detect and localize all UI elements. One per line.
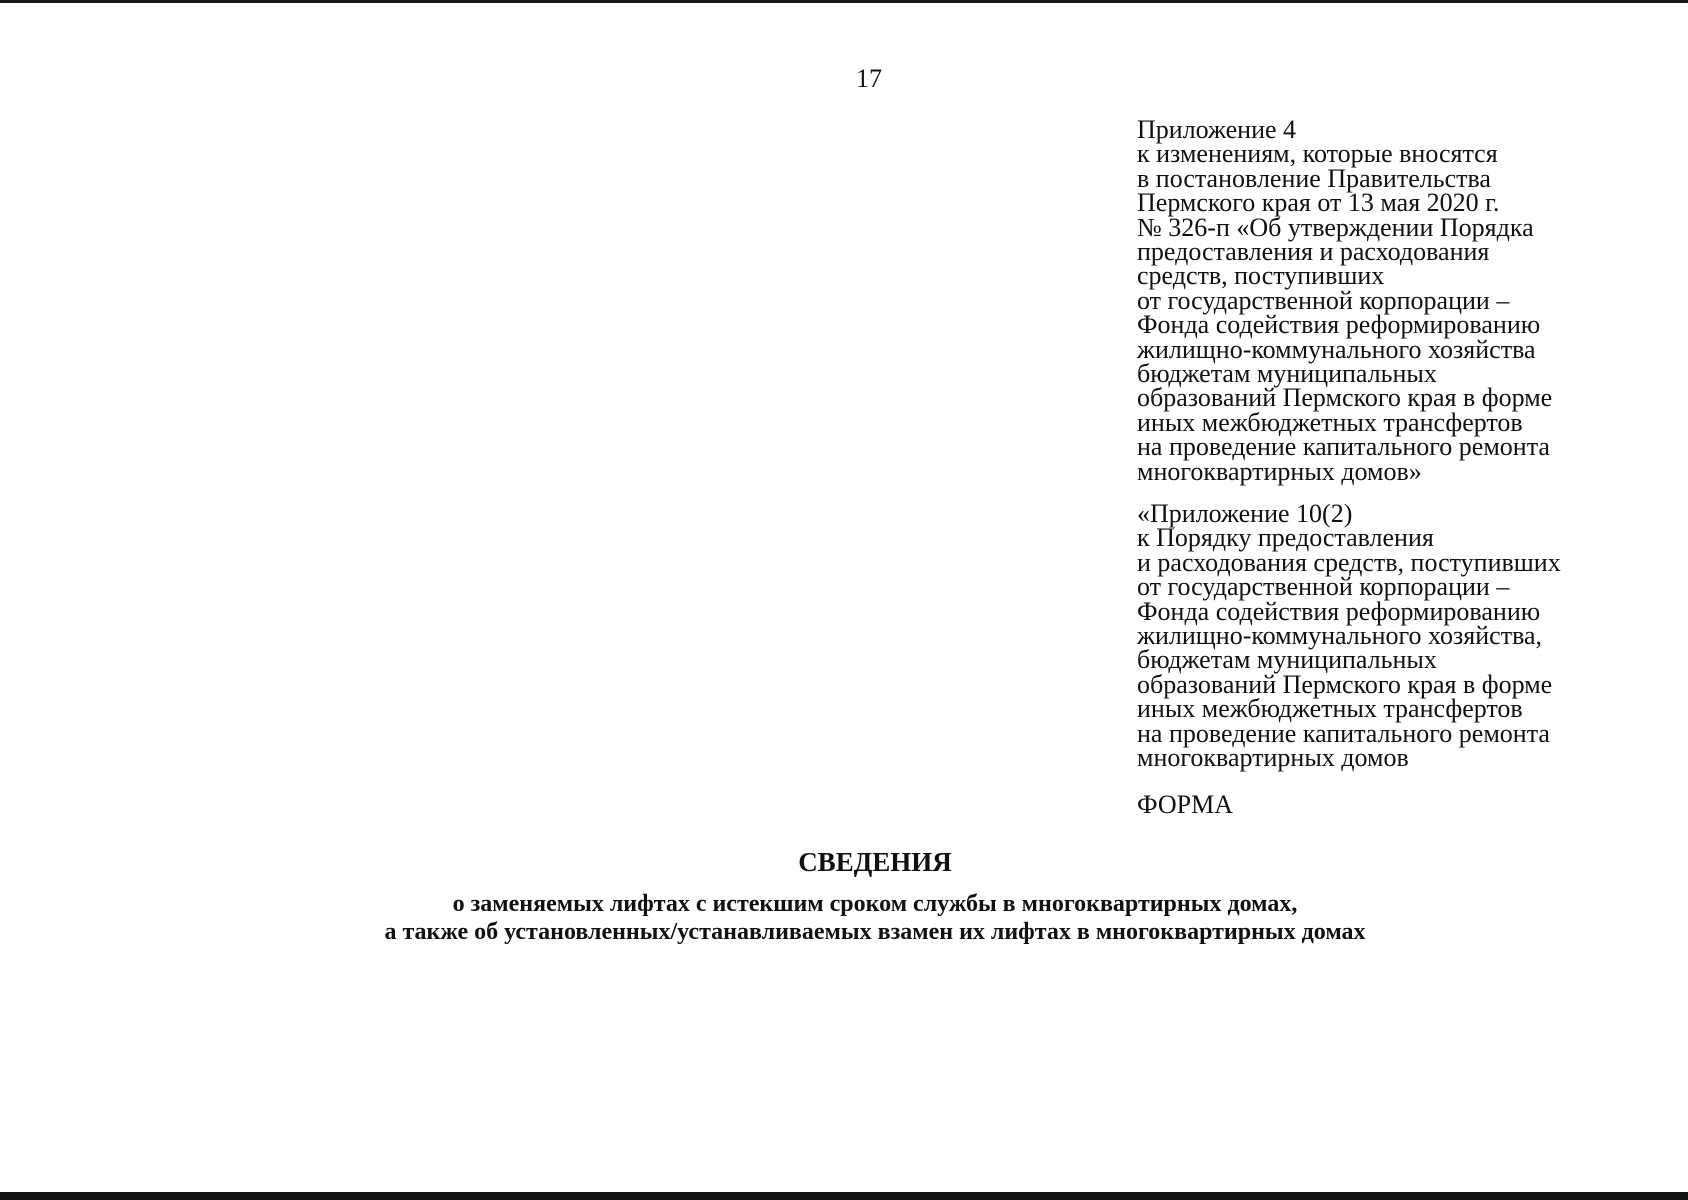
document-subtitle-line: о заменяемых лифтах с истекшим сроком службы в многоквартирных домах, [452, 891, 1298, 917]
document-title: СВЕДЕНИЯ [798, 847, 952, 877]
page-number: 17 [856, 64, 882, 93]
appendix-header-line: на проведение капитального ремонта [1137, 432, 1550, 462]
appendix-subheader-line: «Приложение 10(2) [1137, 499, 1353, 528]
appendix-subheader-line: на проведение капитального ремонта [1137, 718, 1550, 748]
appendix-subheader [1137, 499, 1561, 773]
appendix-header-line: предоставления и расходования [1137, 237, 1490, 267]
scan-edge-top [0, 0, 1688, 3]
appendix-header-line: иных межбюджетных трансфертов [1137, 407, 1523, 437]
appendix-subheader-line: иных межбюджетных трансфертов [1137, 694, 1523, 724]
appendix-subheader-line: жилищно-коммунального хозяйства, [1137, 621, 1543, 651]
document-subtitle-line: а также об установленных/устанавливаемых взамен их лифтах в многоквартирных домах [384, 919, 1366, 945]
appendix-header-line: многоквартирных домов» [1137, 456, 1422, 486]
appendix-header-line: средств, поступивших [1137, 261, 1385, 291]
scan-edge-bottom [0, 1192, 1688, 1200]
appendix-subheader-line: к Порядку предоставления [1137, 523, 1434, 553]
document-subtitle [0, 890, 1688, 946]
appendix-header-line: образований Пермского края в форме [1137, 383, 1553, 413]
appendix-subheader-line: бюджетам муниципальных [1137, 645, 1437, 675]
appendix-header [1137, 115, 1553, 486]
appendix-header-line: бюджетам муниципальных [1137, 359, 1437, 389]
appendix-header-line: Пермского края от 13 мая 2020 г. [1137, 188, 1500, 218]
appendix-subheader-line: образований Пермского края в форме [1137, 669, 1553, 699]
appendix-header-line: в постановление Правительства [1137, 163, 1491, 193]
appendix-header-line: к изменениям, которые вносятся [1137, 139, 1498, 169]
appendix-subheader-line: от государственной корпорации – [1137, 572, 1510, 602]
appendix-header-line: от государственной корпорации – [1137, 285, 1510, 315]
appendix-header-line: № 326-п «Об утверждении Порядка [1137, 212, 1534, 242]
appendix-subheader-line: многоквартирных домов [1137, 743, 1409, 773]
appendix-subheader-line: и расходования средств, поступивших [1137, 547, 1561, 577]
appendix-header-line: жилищно-коммунального хозяйства [1137, 334, 1536, 364]
appendix-subheader-line: Фонда содействия реформированию [1137, 596, 1541, 626]
appendix-header-line: Приложение 4 [1137, 115, 1297, 144]
appendix-header-line: Фонда содействия реформированию [1137, 310, 1541, 340]
form-label: ФОРМА [1137, 790, 1233, 819]
